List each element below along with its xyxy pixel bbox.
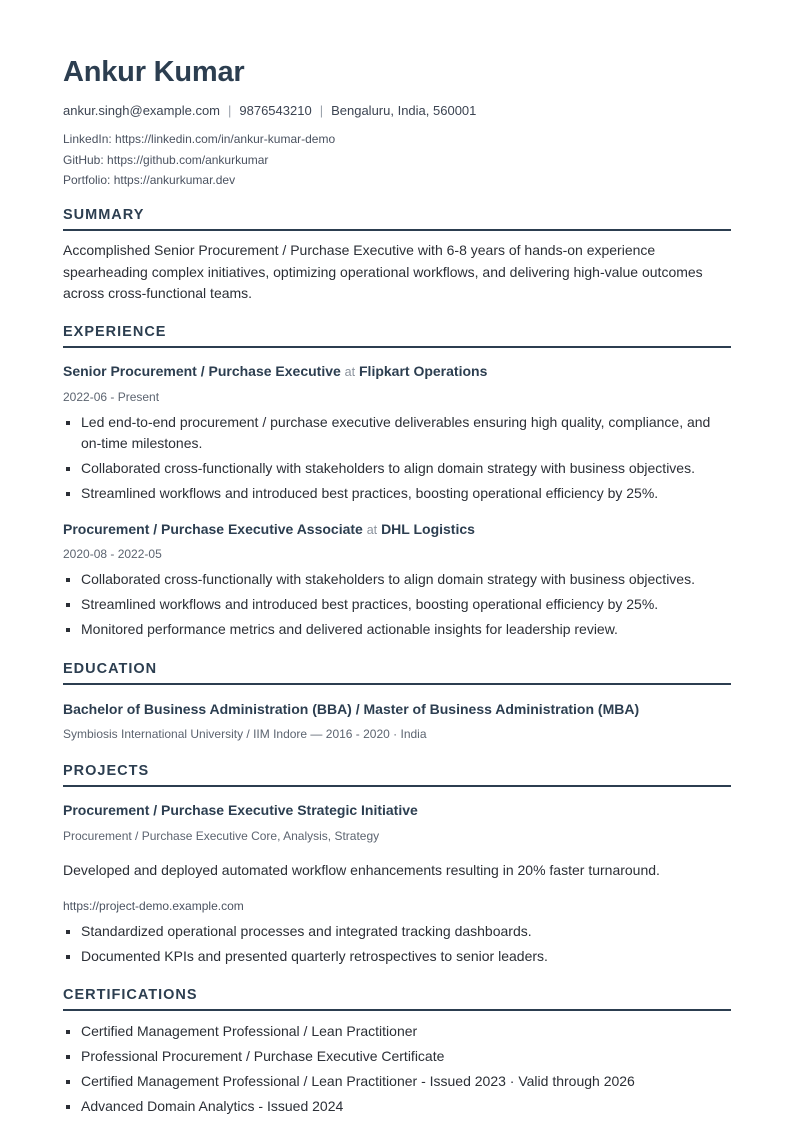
- degree: Bachelor of Business Administration (BBA) / Master of Business Administration (MBA): [63, 701, 640, 717]
- list-item: Collaborated cross-functionally with stakeholders to align domain strategy with business objectives.: [63, 569, 731, 590]
- project-description: Developed and deployed automated workflow enhancements resulting in 20% faster turnaround.: [63, 862, 660, 878]
- job-dates: 2022-06 - Present: [63, 390, 160, 404]
- certification-list: [63, 1021, 731, 1117]
- list-item: Streamlined workflows and introduced best practices, boosting operational efficiency by 25%.: [63, 483, 731, 504]
- linkedin-link[interactable]: LinkedIn: https://linkedin.com/in/ankur-kumar-demo: [63, 132, 336, 146]
- list-item: Monitored performance metrics and delivered actionable insights for leadership review.: [63, 619, 731, 640]
- job-dates: 2020-08 - 2022-05: [63, 547, 162, 561]
- job-title: [63, 521, 475, 537]
- job-title: [63, 363, 487, 379]
- email[interactable]: ankur.singh@example.com: [63, 103, 220, 118]
- at-label: at: [344, 365, 356, 379]
- portfolio-link[interactable]: Portfolio: https://ankurkumar.dev: [63, 173, 236, 187]
- list-item: Certified Management Professional / Lean Practitioner: [63, 1021, 731, 1042]
- list-item: Advanced Domain Analytics - Issued 2024: [63, 1096, 731, 1117]
- job-company: DHL Logistics: [381, 521, 475, 537]
- summary-text: Accomplished Senior Procurement / Purchase Executive with 6-8 years of hands-on experience spearheading complex initiatives, optimizing operational workflows, and delivering high-value outcomes across cross-functional teams.: [63, 242, 703, 301]
- job-bullets: [63, 569, 731, 640]
- list-item: Documented KPIs and presented quarterly retrospectives to senior leaders.: [63, 946, 731, 967]
- location: Bengaluru, India, 560001: [331, 103, 477, 118]
- list-item: Standardized operational processes and integrated tracking dashboards.: [63, 921, 731, 942]
- list-item: Certified Management Professional / Lean Practitioner - Issued 2023 · Valid through 2026: [63, 1071, 731, 1092]
- job-company: Flipkart Operations: [359, 363, 488, 379]
- job-bullets: [63, 412, 731, 504]
- education-details: Symbiosis International University / IIM Indore — 2016 - 2020 · India: [63, 727, 427, 741]
- separator: |: [319, 103, 324, 118]
- job-role: Senior Procurement / Purchase Executive: [63, 363, 341, 379]
- contact-line: [63, 103, 476, 118]
- job-role: Procurement / Purchase Executive Associate: [63, 521, 363, 537]
- projects-heading: PROJECTS: [63, 763, 731, 787]
- list-item: Collaborated cross-functionally with stakeholders to align domain strategy with business objectives.: [63, 458, 731, 479]
- list-item: Streamlined workflows and introduced best practices, boosting operational efficiency by 25%.: [63, 594, 731, 615]
- project-link[interactable]: https://project-demo.example.com: [63, 899, 244, 913]
- project-name: Procurement / Purchase Executive Strategic Initiative: [63, 802, 418, 818]
- experience-heading: EXPERIENCE: [63, 324, 731, 348]
- github-link[interactable]: GitHub: https://github.com/ankurkumar: [63, 152, 269, 167]
- profile-links: [63, 129, 335, 191]
- phone: 9876543210: [239, 103, 312, 118]
- summary-heading: SUMMARY: [63, 207, 731, 231]
- education-heading: EDUCATION: [63, 661, 731, 685]
- list-item: Led end-to-end procurement / purchase executive deliverables ensuring high quality, compliance, and on-time milestones.: [63, 412, 731, 454]
- project-bullets: [63, 921, 731, 967]
- at-label: at: [366, 523, 378, 537]
- certifications-heading: CERTIFICATIONS: [63, 987, 731, 1011]
- project-tags: Procurement / Purchase Executive Core, Analysis, Strategy: [63, 829, 380, 843]
- list-item: Professional Procurement / Purchase Executive Certificate: [63, 1046, 731, 1067]
- separator: |: [228, 103, 232, 118]
- candidate-name: Ankur Kumar: [63, 56, 245, 88]
